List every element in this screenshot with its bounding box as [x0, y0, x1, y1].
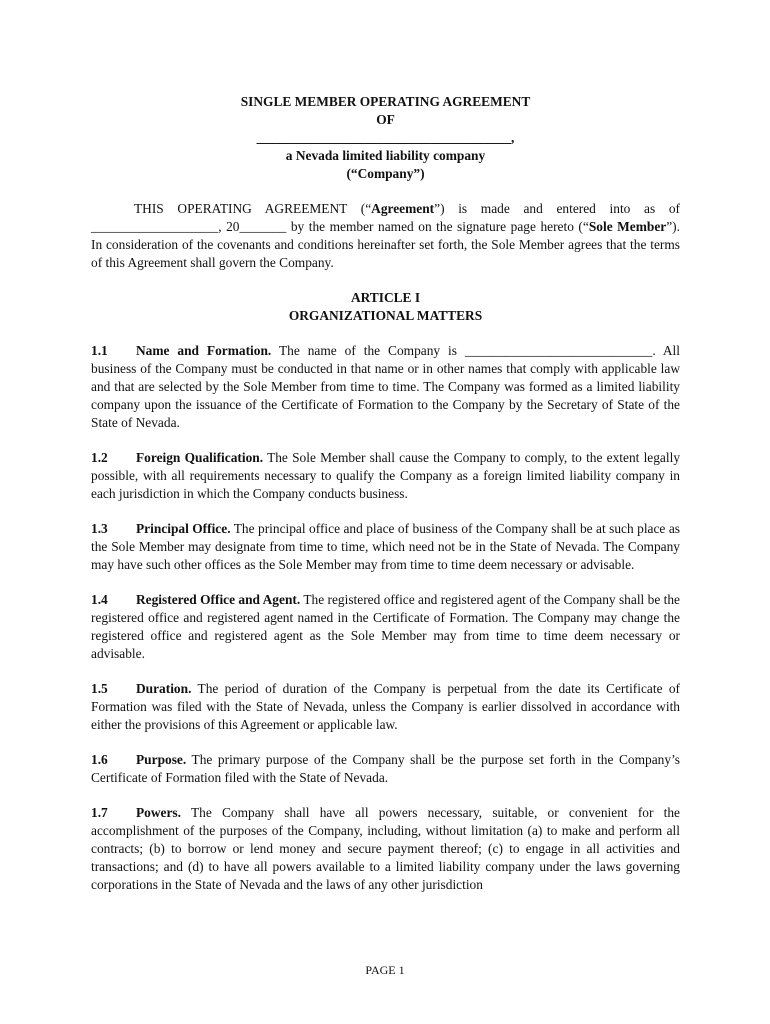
section-number: 1.1: [91, 343, 108, 358]
section-number: 1.3: [91, 521, 108, 536]
section-number: 1.7: [91, 805, 108, 820]
page-number: PAGE 1: [365, 963, 405, 977]
section-1-4: [91, 591, 680, 663]
title-of: OF: [376, 112, 395, 127]
section-1-7: [91, 804, 680, 894]
article-heading: [91, 289, 680, 325]
company-name-blank: ______________________________________,: [256, 130, 515, 145]
section-heading: Registered Office and Agent.: [136, 592, 301, 607]
section-1-3: [91, 520, 680, 574]
document-page: [91, 93, 680, 894]
section-text: The Company shall have all powers necessary, suitable, or convenient for the accomplishment of the purposes of the Company, including, without limitation (a) to make and perform all contracts; (b) to borrow or lend money and secure payment thereof; (c) to engage in all activities and transactions; and (d) to have all powers available to a limited liability company under the laws governing corporations in the State of Nevada and the laws of any other jurisdiction: [91, 805, 680, 892]
intro-text-2: ”) is made and entered into as of ___________________, 20_______ by the member named on the signature page hereto (“: [91, 201, 681, 234]
section-heading: Foreign Qualification.: [136, 450, 264, 465]
section-heading: Name and Formation.: [136, 343, 272, 358]
section-heading: Purpose.: [136, 752, 187, 767]
intro-text-1: THIS OPERATING AGREEMENT (“: [134, 201, 372, 216]
section-heading: Duration.: [136, 681, 192, 696]
section-text: The period of duration of the Company is perpetual from the date its Certificate of Formation was filed with the State of Nevada, unless the Company is earlier dissolved in accordance with either the provisions of this Agreement or applicable law.: [91, 681, 680, 732]
section-text: The Sole Member shall cause the Company to comply, to the extent legally possible, with all requirements necessary to qualify the Company as a foreign limited liability company in each jurisdiction in which the Company conducts business.: [91, 450, 681, 501]
intro-text-3: ”). In consideration of the covenants and conditions hereinafter set forth, the Sole Member agrees that the terms of this Agreement shall govern the Company.: [91, 219, 680, 270]
section-heading: Principal Office.: [136, 521, 231, 536]
section-number: 1.4: [91, 592, 108, 607]
entity-description: a Nevada limited liability company: [285, 148, 486, 163]
section-number: 1.2: [91, 450, 108, 465]
document-title: SINGLE MEMBER OPERATING AGREEMENT: [240, 94, 531, 109]
section-number: 1.5: [91, 681, 108, 696]
section-text: The principal office and place of business of the Company shall be at such place as the Sole Member may designate from time to time, which need not be in the State of Nevada. The Company may have such other offices as the Sole Member may from time to time deem necessary or advisable.: [91, 521, 680, 572]
section-1-6: [91, 751, 680, 787]
intro-paragraph: [91, 200, 680, 272]
section-text: The name of the Company is ____________________________. All business of the Company must be conducted in that name or in other names that comply with applicable law and that are selected by the Sole Member from time to time. The Company was formed as a limited liability company upon the issuance of the Certificate of Formation to the Company by the Secretary of State of the State of Nevada.: [91, 343, 681, 430]
section-number: 1.6: [91, 752, 108, 767]
section-1-1: [91, 342, 680, 432]
section-text: The primary purpose of the Company shall be the purpose set forth in the Company’s Certificate of Formation filed with the State of Nevada.: [91, 752, 680, 785]
article-number: ARTICLE I: [350, 290, 421, 305]
defined-term-agreement: Agreement: [371, 201, 435, 216]
section-heading: Powers.: [136, 805, 181, 820]
company-defined-term: (“Company”): [346, 166, 425, 181]
section-1-5: [91, 680, 680, 734]
section-1-2: [91, 449, 680, 503]
defined-term-sole-member: Sole Member: [588, 219, 667, 234]
article-title: ORGANIZATIONAL MATTERS: [288, 308, 483, 323]
section-text: The registered office and registered agent of the Company shall be the registered office and registered agent named in the Certificate of Formation. The Company may change the registered office and registered agent as the Sole Member may from time to time deem necessary or advisable.: [91, 592, 680, 661]
